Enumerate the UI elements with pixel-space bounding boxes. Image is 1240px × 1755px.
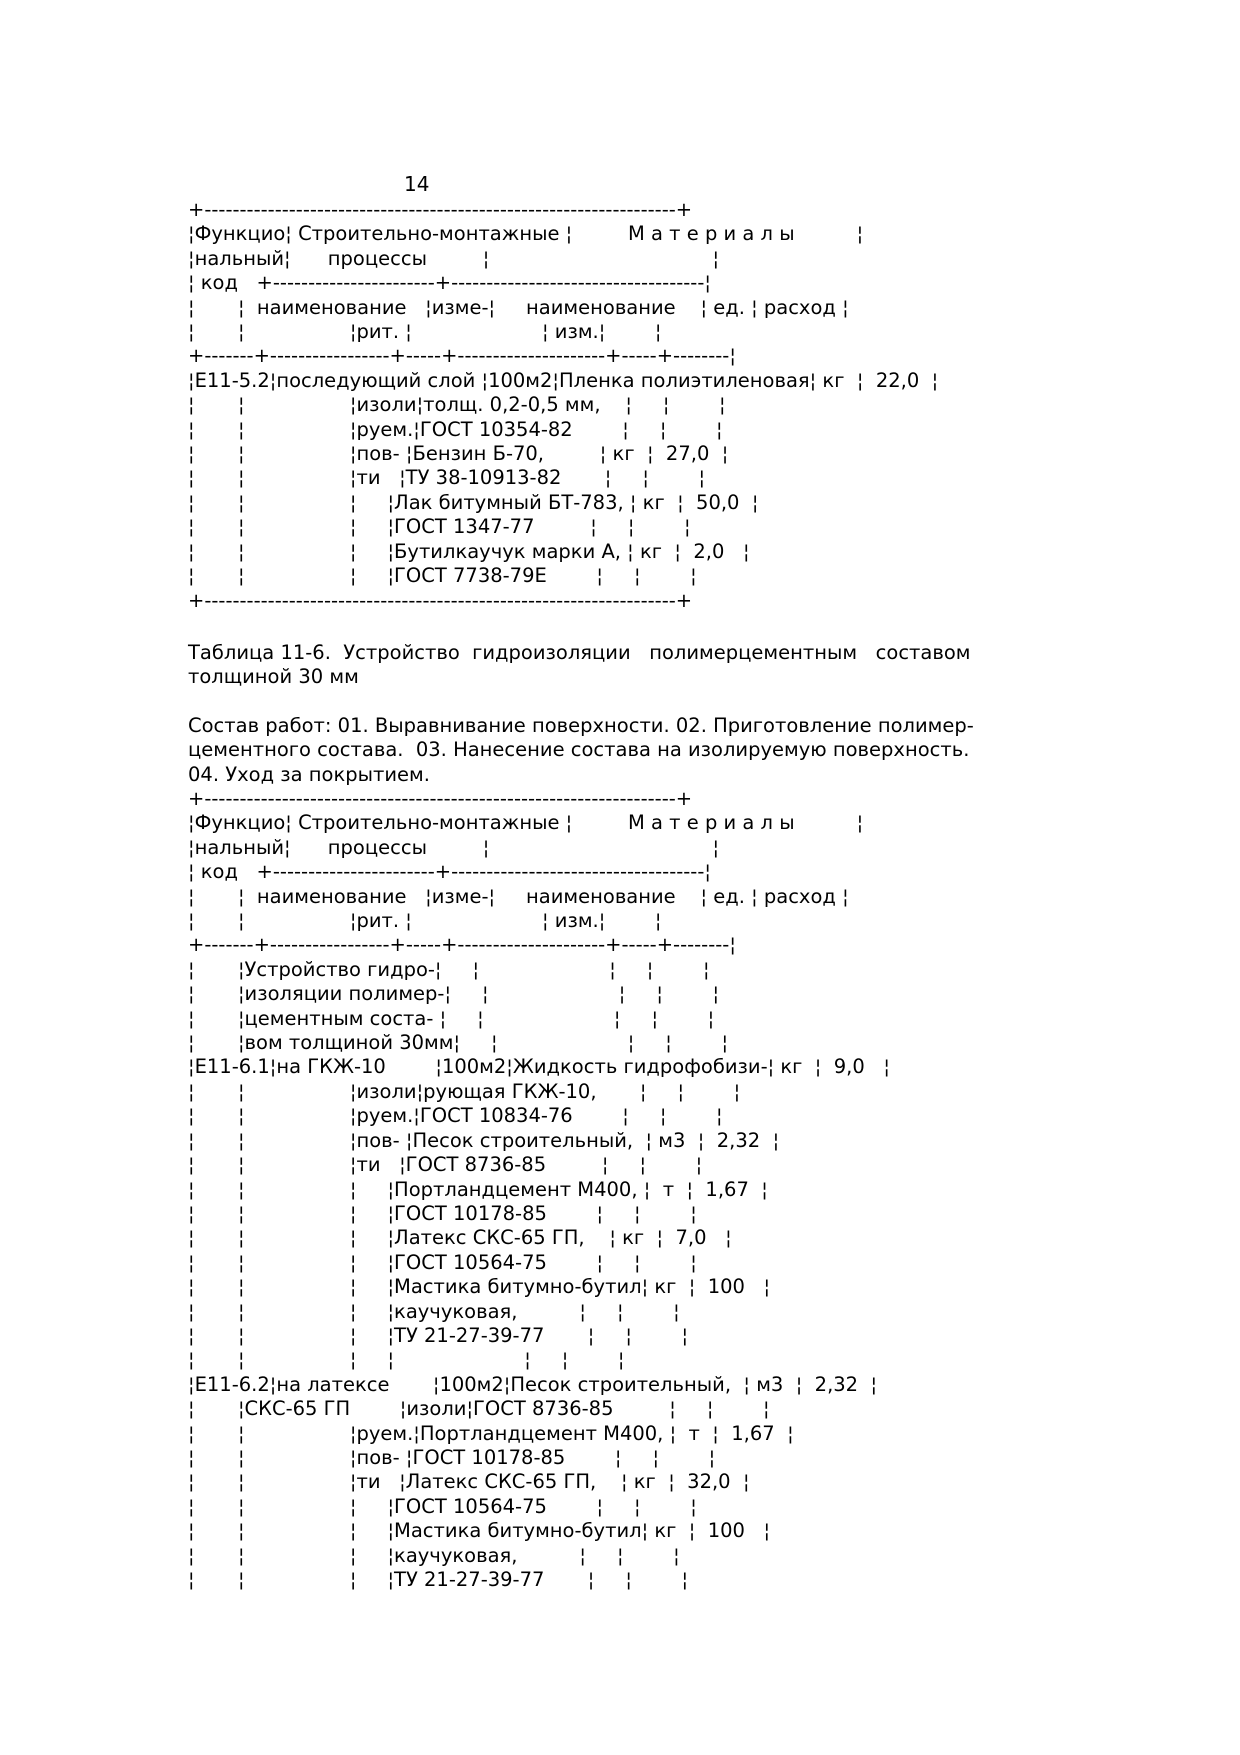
table-line: ¦ ¦ ¦ ¦ГОСТ 7738-79Е ¦ ¦ ¦ — [188, 564, 697, 588]
table-line: ¦ код +-----------------------+------------------------------------¦ — [188, 271, 711, 295]
table-line: ¦ ¦ ¦пов- ¦ГОСТ 10178-85 ¦ ¦ ¦ — [188, 1445, 716, 1469]
table-line: ¦ ¦ ¦пов- ¦Бензин Б-70, ¦ кг ¦ 27,0 ¦ — [188, 442, 729, 466]
table-line: ¦ ¦ ¦пов- ¦Песок строительный, ¦ м3 ¦ 2,32 ¦ — [188, 1128, 780, 1152]
table-line: ¦ код +-----------------------+------------------------------------¦ — [188, 860, 711, 884]
table-line: ¦ ¦ ¦ти ¦ГОСТ 8736-85 ¦ ¦ ¦ — [188, 1153, 703, 1177]
table-line: ¦ ¦ ¦ ¦Портландцемент М400, ¦ т ¦ 1,67 ¦ — [188, 1177, 768, 1201]
page-number: 14 — [404, 172, 430, 196]
caption-line-2: толщиной 30 мм — [188, 665, 359, 689]
caption-line-1: Таблица 11-6. Устройство гидроизоляции полимерцементным составом — [188, 641, 971, 664]
table-line: ¦ ¦ наименование ¦изме-¦ наименование ¦ ед. ¦ расход ¦ — [188, 884, 849, 908]
table-line: ¦ ¦ ¦ ¦Мастика битумно-бутил¦ кг ¦ 100 ¦ — [188, 1275, 771, 1299]
table-line: +-------------------------------------------------------------------+ — [188, 198, 693, 221]
table-line: ¦ ¦ ¦ ¦Лак битумный БТ-783, ¦ кг ¦ 50,0 ¦ — [188, 490, 759, 514]
table-line: ¦ ¦СКС-65 ГП ¦изоли¦ГОСТ 8736-85 ¦ ¦ ¦ — [188, 1397, 770, 1421]
table-line: ¦ ¦ ¦ ¦ГОСТ 1347-77 ¦ ¦ ¦ — [188, 515, 691, 539]
table-line: ¦ ¦ ¦ ¦Бутилкаучук марки А, ¦ кг ¦ 2,0 ¦ — [188, 539, 750, 563]
table-line: ¦нальный¦ процессы ¦ ¦ — [188, 835, 720, 859]
materials-table-11-6 — [188, 787, 890, 1592]
table-line: ¦ ¦ наименование ¦изме-¦ наименование ¦ ед. ¦ расход ¦ — [188, 295, 849, 319]
table-line: ¦нальный¦ процессы ¦ ¦ — [188, 246, 720, 270]
table-line: ¦ ¦ ¦руем.¦Портландцемент М400, ¦ т ¦ 1,67 ¦ — [188, 1421, 794, 1445]
table-line: ¦ ¦цементным соста- ¦ ¦ ¦ ¦ ¦ — [188, 1006, 715, 1030]
table-line: ¦ ¦ ¦ти ¦Латекс СКС-65 ГП, ¦ кг ¦ 32,0 ¦ — [188, 1470, 750, 1494]
table-line: +-------+-----------------+-----+---------------------+-----+--------¦ — [188, 933, 736, 957]
table-line: ¦ ¦ ¦изоли¦толщ. 0,2-0,5 мм, ¦ ¦ ¦ — [188, 393, 726, 417]
table-line: +-------+-----------------+-----+---------------------+-----+--------¦ — [188, 344, 736, 368]
table-line: ¦ ¦ ¦ ¦Мастика битумно-бутил¦ кг ¦ 100 ¦ — [188, 1519, 771, 1543]
table-line: +-------------------------------------------------------------------+ — [188, 588, 693, 612]
table-line: ¦ ¦ ¦руем.¦ГОСТ 10354-82 ¦ ¦ ¦ — [188, 417, 723, 441]
table-line: ¦ ¦изоляции полимер-¦ ¦ ¦ ¦ ¦ — [188, 982, 720, 1006]
table-line: ¦ ¦ ¦ ¦каучуковая, ¦ ¦ ¦ — [188, 1299, 680, 1323]
table-line: ¦Функцио¦ Строительно-монтажные ¦ М а т е р и а л ы ¦ — [188, 811, 864, 835]
table-caption — [188, 641, 1068, 690]
work-composition — [188, 714, 1068, 787]
table-line: ¦Функцио¦ Строительно-монтажные ¦ М а т е р и а л ы ¦ — [188, 222, 864, 246]
composition-line-1: Состав работ: 01. Выравнивание поверхности. 02. Приготовление полимер- — [188, 714, 974, 737]
table-line: ¦ ¦ ¦ ¦Латекс СКС-65 ГП, ¦ кг ¦ 7,0 ¦ — [188, 1226, 732, 1250]
table-line: ¦ ¦ ¦ ¦каучуковая, ¦ ¦ ¦ — [188, 1543, 680, 1567]
table-line: ¦ ¦вом толщиной 30мм¦ ¦ ¦ ¦ ¦ — [188, 1031, 729, 1055]
table-line: ¦ ¦ ¦руем.¦ГОСТ 10834-76 ¦ ¦ ¦ — [188, 1104, 723, 1128]
table-line: ¦ ¦ ¦изоли¦рующая ГКЖ-10, ¦ ¦ ¦ — [188, 1079, 741, 1103]
table-line: +-------------------------------------------------------------------+ — [188, 787, 693, 810]
table-line: ¦ ¦ ¦ ¦ТУ 21-27-39-77 ¦ ¦ ¦ — [188, 1568, 689, 1591]
table-line: ¦ ¦Устройство гидро-¦ ¦ ¦ ¦ ¦ — [188, 957, 710, 981]
table-line: ¦ ¦ ¦ ¦ ¦ ¦ ¦ — [188, 1348, 625, 1372]
table-line: ¦ ¦ ¦ ¦ГОСТ 10564-75 ¦ ¦ ¦ — [188, 1250, 697, 1274]
composition-line-3: 04. Уход за покрытием. — [188, 762, 430, 786]
table-line: ¦Е11-6.1¦на ГКЖ-10 ¦100м2¦Жидкость гидрофобизи-¦ кг ¦ 9,0 ¦ — [188, 1055, 890, 1079]
table-line: ¦ ¦ ¦ ¦ГОСТ 10178-85 ¦ ¦ ¦ — [188, 1201, 697, 1225]
table-line: ¦ ¦ ¦рит. ¦ ¦ изм.¦ ¦ — [188, 909, 662, 933]
table-line: ¦Е11-5.2¦последующий слой ¦100м2¦Пленка полиэтиленовая¦ кг ¦ 22,0 ¦ — [188, 368, 939, 392]
table-line: ¦ ¦ ¦ти ¦ТУ 38-10913-82 ¦ ¦ ¦ — [188, 466, 706, 490]
table-line: ¦Е11-6.2¦на латексе ¦100м2¦Песок строительный, ¦ м3 ¦ 2,32 ¦ — [188, 1372, 878, 1396]
table-line: ¦ ¦ ¦ ¦ГОСТ 10564-75 ¦ ¦ ¦ — [188, 1494, 697, 1518]
materials-table-11-5 — [188, 198, 938, 613]
table-line: ¦ ¦ ¦ ¦ТУ 21-27-39-77 ¦ ¦ ¦ — [188, 1323, 689, 1347]
table-line: ¦ ¦ ¦рит. ¦ ¦ изм.¦ ¦ — [188, 320, 662, 344]
composition-line-2: цементного состава. 03. Нанесение состава на изолируемую поверхность. — [188, 738, 970, 762]
